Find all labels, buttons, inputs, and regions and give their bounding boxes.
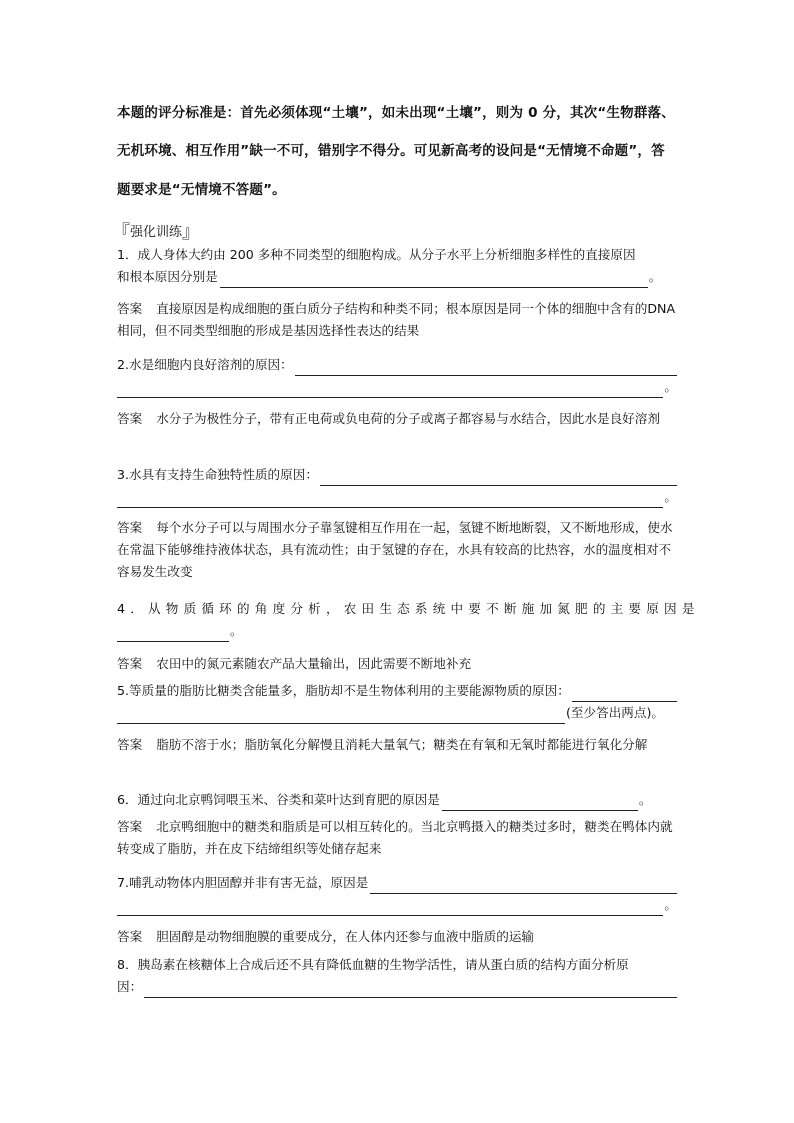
answer-4-text: 农田中的氮元素随农产品大量输出，因此需要不断地补充	[156, 656, 472, 671]
answer-2	[117, 408, 679, 430]
answer-7	[117, 926, 679, 948]
question-6	[117, 789, 677, 811]
answer-6-text: 北京鸭细胞中的糖类和脂质是可以相互转化的。当北京鸭摄入的糖类过多时，糖类在鸭体内就转变成了脂肪，并在皮下结缔组织等处储存起来	[117, 819, 673, 856]
question-2-end: 。	[664, 379, 677, 394]
intro-line-3: 题要求是“无情境不答题”。	[117, 182, 286, 198]
answer-3	[117, 517, 679, 583]
question-5-end: (至少答出两点)。	[566, 705, 664, 720]
question-4-line-1: 4．从物质循环的角度分析，农田生态系统中要不断施加氮肥的主要原因是	[117, 601, 700, 616]
answer-blank[interactable]	[117, 492, 663, 508]
question-8-line-2: 因：	[117, 979, 143, 994]
answer-6	[117, 816, 679, 860]
answer-blank[interactable]	[144, 982, 677, 998]
answer-1-text: 直接原因是构成细胞的蛋白质分子结构和种类不同；根本原因是同一个体的细胞中含有的DNA 相同，但不同类型细胞的形成是基因选择性表达的结果	[117, 301, 676, 338]
answer-7-text: 胆固醇是动物细胞膜的重要成分，在人体内还参与血液中脂质的运输	[156, 929, 534, 944]
question-8-line-1: 8．胰岛素在核糖体上合成后还不具有降低血糖的生物学活性，请从蛋白质的结构方面分析原	[117, 957, 629, 972]
bracket-open: 『	[112, 222, 130, 243]
answer-3-text: 每个水分子可以与周围水分子靠氢键相互作用在一起，氢键不断地断裂，又不断地形成，使水在常温下能够维持液体状态，具有流动性；由于氢键的存在，水具有较高的比热容，水的温度相对不容易发生改变	[117, 520, 673, 579]
intro-line-2: 无机环境、相互作用”缺一不可，错别字不得分。可见新高考的设问是“无情境不命题”，答	[117, 143, 665, 159]
question-3	[117, 464, 677, 508]
question-3-line-1: 3.水具有支持生命独特性质的原因：	[117, 467, 318, 482]
answer-label: 答案	[117, 737, 143, 752]
answer-label: 答案	[117, 819, 143, 834]
answer-label: 答案	[117, 656, 143, 671]
section-heading	[112, 218, 200, 244]
question-4	[117, 598, 700, 642]
answer-2-text: 水分子为极性分子，带有正电荷或负电荷的分子或离子都容易与水结合，因此水是良好溶剂	[156, 411, 660, 426]
question-7	[117, 872, 677, 916]
bracket-close: 』	[182, 222, 201, 243]
question-1-end: 。	[648, 269, 662, 284]
question-4-end: 。	[230, 623, 243, 638]
answer-blank[interactable]	[117, 708, 565, 724]
question-1-line-1: 1．成人身体大约由 200 多种不同类型的细胞构成。从分子水平上分析细胞多样性的直接原因	[117, 247, 636, 262]
section-title: 强化训练	[130, 225, 183, 240]
answer-blank[interactable]	[117, 626, 229, 642]
question-7-line-1: 7.哺乳动物体内胆固醇并非有害无益，原因是	[117, 875, 369, 890]
question-5-line-1: 5.等质量的脂肪比糖类含能量多，脂肪却不是生物体利用的主要能源物质的原因：	[117, 683, 570, 698]
question-6-end: 。	[638, 792, 652, 807]
answer-blank[interactable]	[220, 272, 648, 288]
answer-label: 答案	[117, 301, 143, 316]
intro-line-1: 本题的评分标准是：首先必须体现“土壤”，如未出现“土壤”，则为 0 分，其次“生物群落、	[117, 105, 675, 121]
answer-label: 答案	[117, 411, 143, 426]
answer-blank[interactable]	[117, 382, 663, 398]
question-7-end: 。	[664, 897, 677, 912]
question-5	[117, 680, 677, 724]
answer-label: 答案	[117, 520, 143, 535]
answer-blank[interactable]	[370, 878, 677, 894]
answer-4	[117, 653, 679, 675]
question-8	[117, 954, 677, 998]
answer-blank[interactable]	[320, 470, 677, 486]
answer-5-text: 脂肪不溶于水；脂肪氧化分解慢且消耗大量氧气；糖类在有氧和无氧时都能进行氧化分解	[156, 737, 648, 752]
answer-1	[117, 298, 679, 342]
question-1-line-2: 和根本原因分别是	[117, 269, 218, 284]
question-2	[117, 354, 677, 398]
answer-blank[interactable]	[295, 360, 677, 376]
question-1	[117, 244, 677, 288]
answer-label: 答案	[117, 929, 143, 944]
question-6-line-1: 6．通过向北京鸭饲喂玉米、谷类和菜叶达到育肥的原因是	[117, 792, 440, 807]
answer-5	[117, 734, 679, 756]
question-3-end: 。	[664, 489, 677, 504]
answer-blank[interactable]	[442, 795, 638, 811]
question-2-line-1: 2.水是细胞内良好溶剂的原因：	[117, 357, 293, 372]
answer-blank[interactable]	[117, 900, 663, 916]
answer-blank[interactable]	[572, 686, 677, 702]
